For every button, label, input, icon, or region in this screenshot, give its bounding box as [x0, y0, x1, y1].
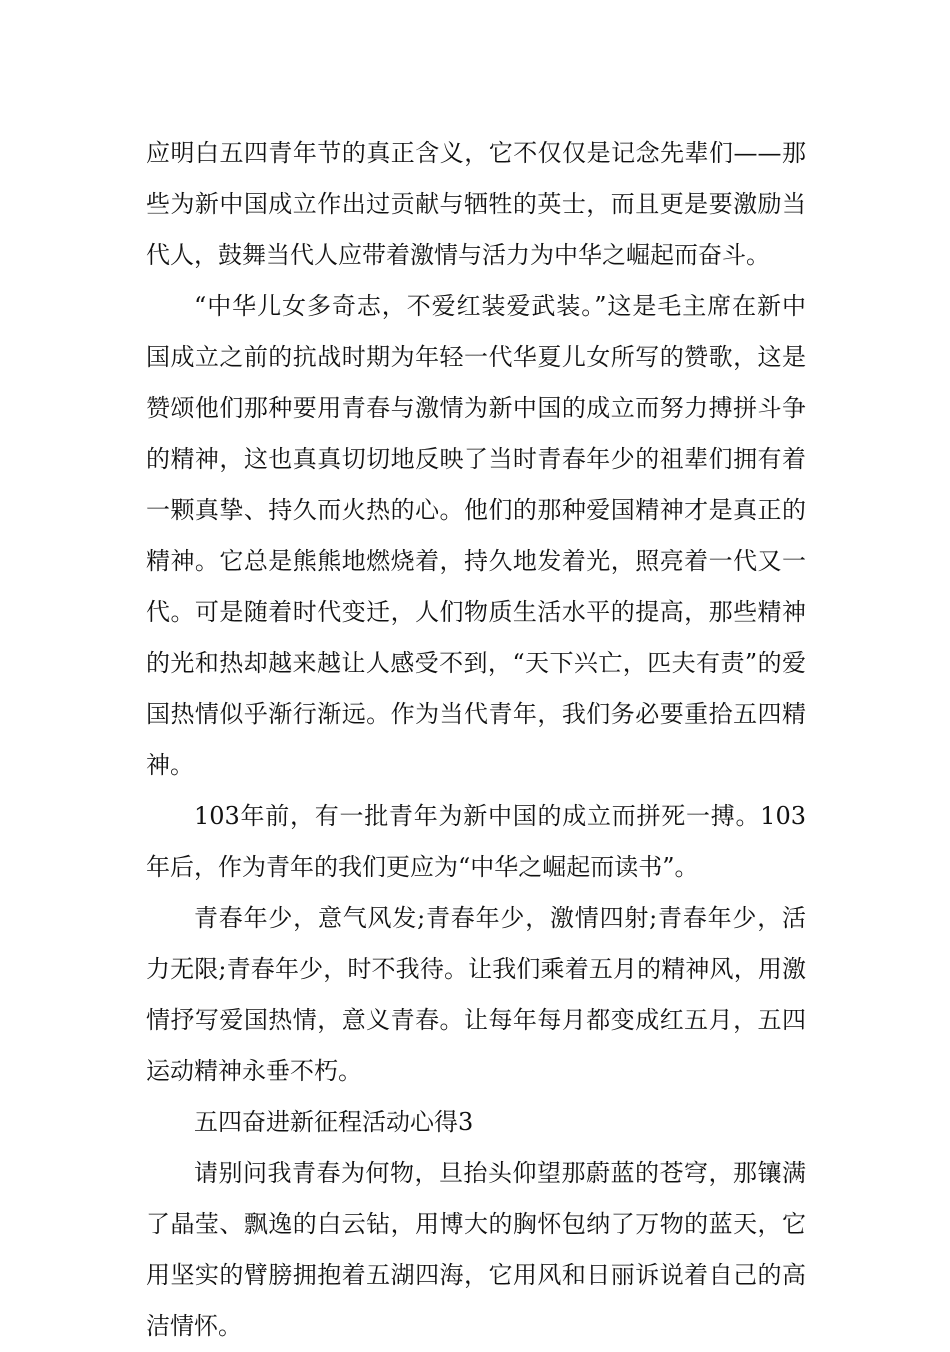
paragraph-1: 应明白五四青年节的真正含义，它不仅仅是记念先辈们——那些为新中国成立作出过贡献与牺牲的英士，而且更是要激励当代人，鼓舞当代人应带着激情与活力为中华之崛起而奋斗。	[146, 139, 806, 269]
section-heading: 五四奋进新征程活动心得3	[194, 1108, 474, 1136]
paragraph-3: 103年前，有一批青年为新中国的成立而拼死一搏。103年后，作为青年的我们更应为“中华之崛起而读书”。	[146, 802, 806, 881]
paragraph-2: “中华儿女多奇志，不爱红装爱武装。”这是毛主席在新中国成立之前的抗战时期为年轻一代华夏儿女所写的赞歌，这是赞颂他们那种要用青春与激情为新中国的成立而努力搏拼斗争的精神，这也真真切切地反映了当时青春年少的祖辈们拥有着一颗真挚、持久而火热的心。他们的那种爱国精神才是真正的精神。它总是熊熊地燃烧着，持久地发着光，照亮着一代又一代。可是随着时代变迁，人们物质生活水平的提高，那些精神的光和热却越来越让人感受不到，“天下兴亡，匹夫有责”的爱国热情似乎渐行渐远。作为当代青年，我们务必要重拾五四精神。	[146, 292, 806, 779]
paragraph-4: 青春年少，意气风发;青春年少，激情四射;青春年少，活力无限;青春年少，时不我待。让我们乘着五月的精神风，用激情抒写爱国热情，意义青春。让每年每月都变成红五月，五四运动精神永垂不朽。	[146, 904, 806, 1085]
document-body	[146, 128, 806, 1352]
paragraph-5: 请别问我青春为何物，旦抬头仰望那蔚蓝的苍穹，那镶满了晶莹、飘逸的白云钻，用博大的胸怀包纳了万物的蓝天，它用坚实的臂膀拥抱着五湖四海，它用风和日丽诉说着自己的高洁情怀。	[146, 1159, 806, 1340]
